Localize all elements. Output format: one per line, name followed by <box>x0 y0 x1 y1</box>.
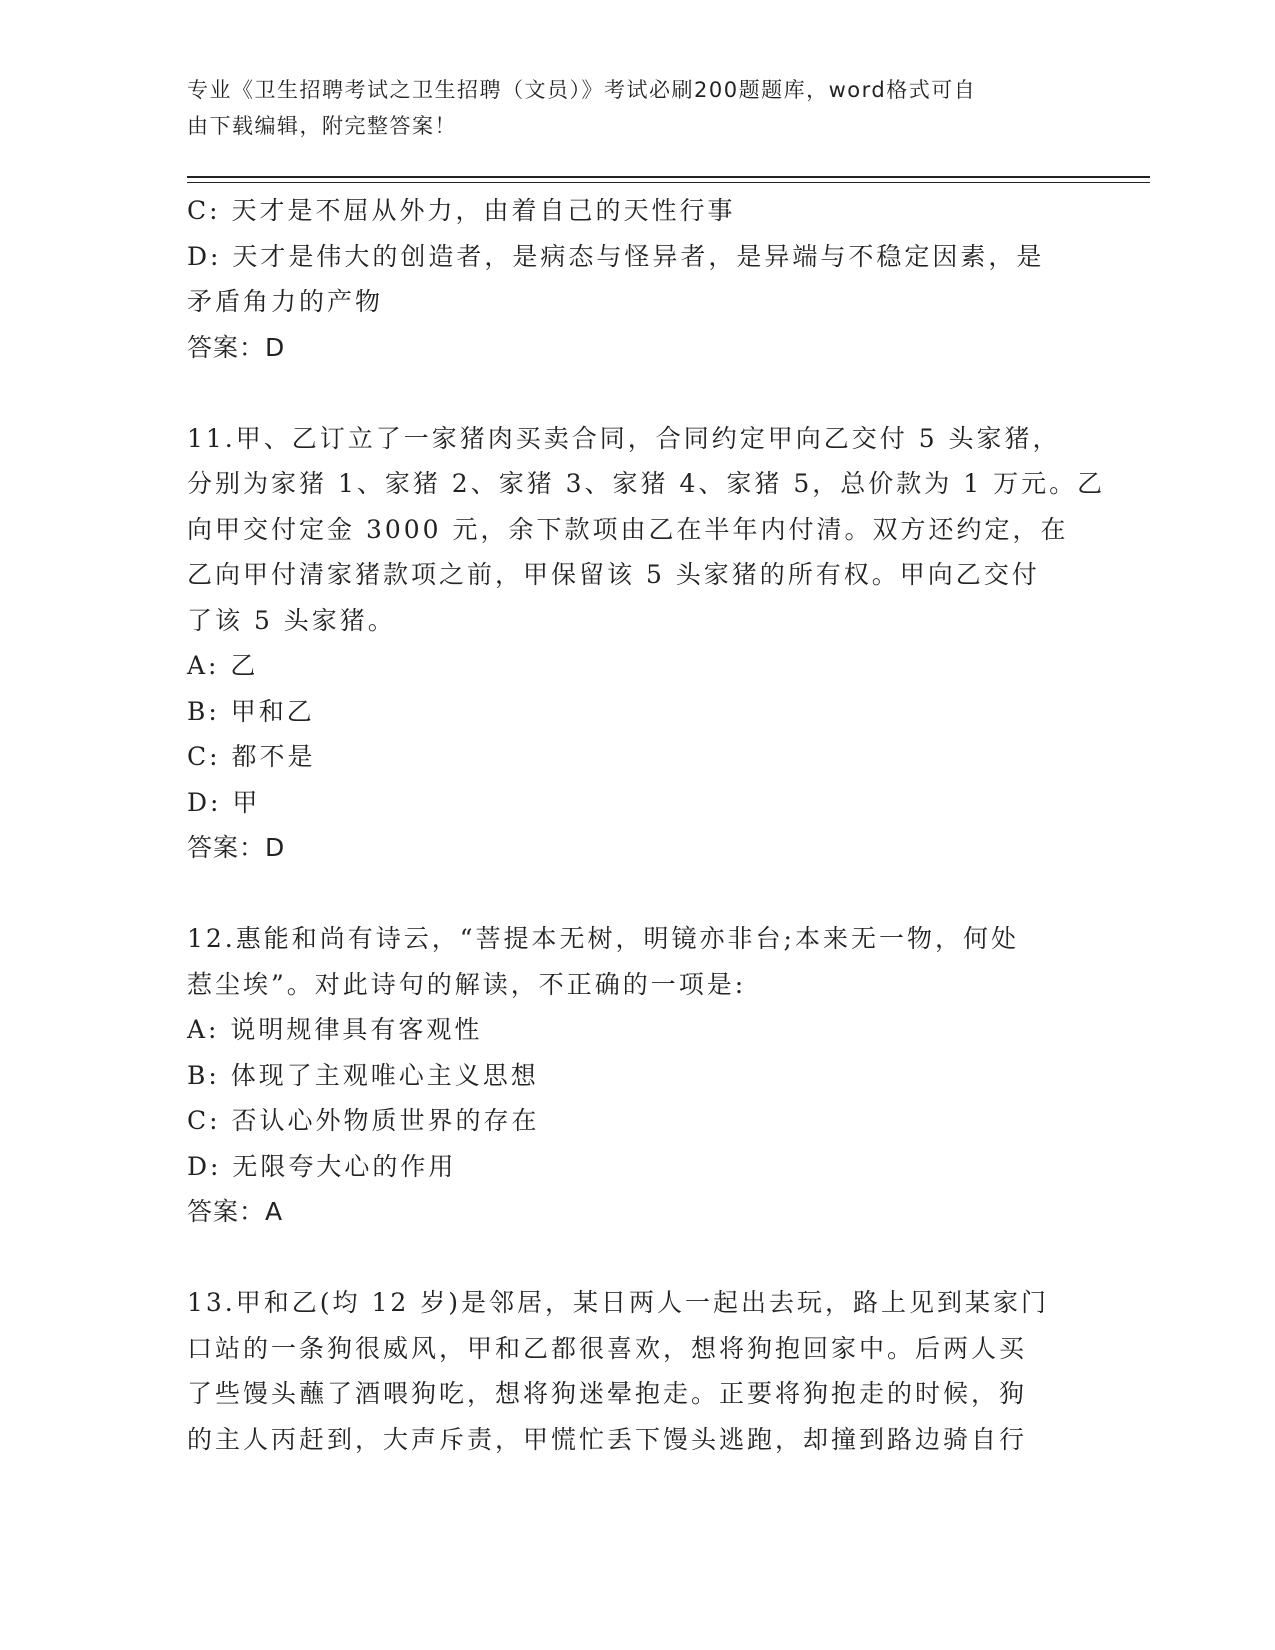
header-divider-thin <box>187 182 1150 183</box>
option-b: B: 体现了主观唯心主义思想 <box>187 1060 539 1090</box>
option-a: A: 说明规律具有客观性 <box>187 1015 483 1044</box>
header-line-2: 由下载编辑，附完整答案！ <box>187 114 457 138</box>
option-c: C: 否认心外物质世界的存在 <box>187 1106 540 1135</box>
option-d: D: 天才是伟大的创造者，是病态与怪异者，是异端与不稳定因素，是 <box>187 241 1045 271</box>
question-13 <box>187 1280 1087 1462</box>
question-10-tail <box>187 188 1087 370</box>
question-stem-line: 乙向甲付清家猪款项之前，甲保留该 5 头家猪的所有权。甲向乙交付 <box>187 560 1040 589</box>
question-stem-line: 了该 5 头家猪。 <box>187 605 396 635</box>
spacer <box>187 871 1087 917</box>
document-header <box>187 72 1067 144</box>
header-line-1: 专业《卫生招聘考试之卫生招聘（文员）》考试必刷200题题库，word格式可自 <box>187 78 977 102</box>
answer: 答案：D <box>187 833 286 862</box>
option-d: D: 无限夸大心的作用 <box>187 1151 457 1181</box>
option-c: C: 天才是不屈从外力，由着自己的天性行事 <box>187 196 736 225</box>
answer: 答案：D <box>187 332 286 362</box>
question-content <box>187 188 1106 1462</box>
question-stem-line: 惹尘埃”。对此诗句的解读，不正确的一项是: <box>187 969 747 999</box>
question-11 <box>187 416 1106 871</box>
option-b: B: 甲和乙 <box>187 696 315 726</box>
question-stem-line: 12.惠能和尚有诗云，“菩提本无树，明镜亦非台;本来无一物，何处 <box>187 924 1019 953</box>
option-a: A: 乙 <box>187 651 259 680</box>
question-stem-line: 了些馒头蘸了酒喂狗吃，想将狗迷晕抱走。正要将狗抱走的时候，狗 <box>187 1379 1028 1408</box>
option-c: C: 都不是 <box>187 742 316 771</box>
question-stem-line: 分别为家猪 1、家猪 2、家猪 3、家猪 4、家猪 5，总价款为 1 万元。乙 <box>187 469 1106 498</box>
answer: 答案：A <box>187 1197 284 1226</box>
option-d: D: 甲 <box>187 787 261 817</box>
question-stem-line: 13.甲和乙(均 12 岁)是邻居，某日两人一起出去玩，路上见到某家门 <box>187 1288 1049 1317</box>
question-stem-line: 的主人丙赶到，大声斥责，甲慌忙丢下馒头逃跑，却撞到路边骑自行 <box>187 1424 1028 1454</box>
question-12 <box>187 916 1087 1235</box>
spacer <box>187 1235 1087 1281</box>
question-stem-line: 向甲交付定金 3000 元，余下款项由乙在半年内付清。双方还约定，在 <box>187 514 1069 544</box>
option-d-continued: 矛盾角力的产物 <box>187 287 384 316</box>
question-stem-line: 口站的一条狗很威风，甲和乙都很喜欢，想将狗抱回家中。后两人买 <box>187 1333 1028 1363</box>
header-divider-thick <box>187 176 1150 178</box>
question-stem-line: 11.甲、乙订立了一家猪肉买卖合同，合同约定甲向乙交付 5 头家猪， <box>187 423 1061 453</box>
spacer <box>187 370 1087 416</box>
